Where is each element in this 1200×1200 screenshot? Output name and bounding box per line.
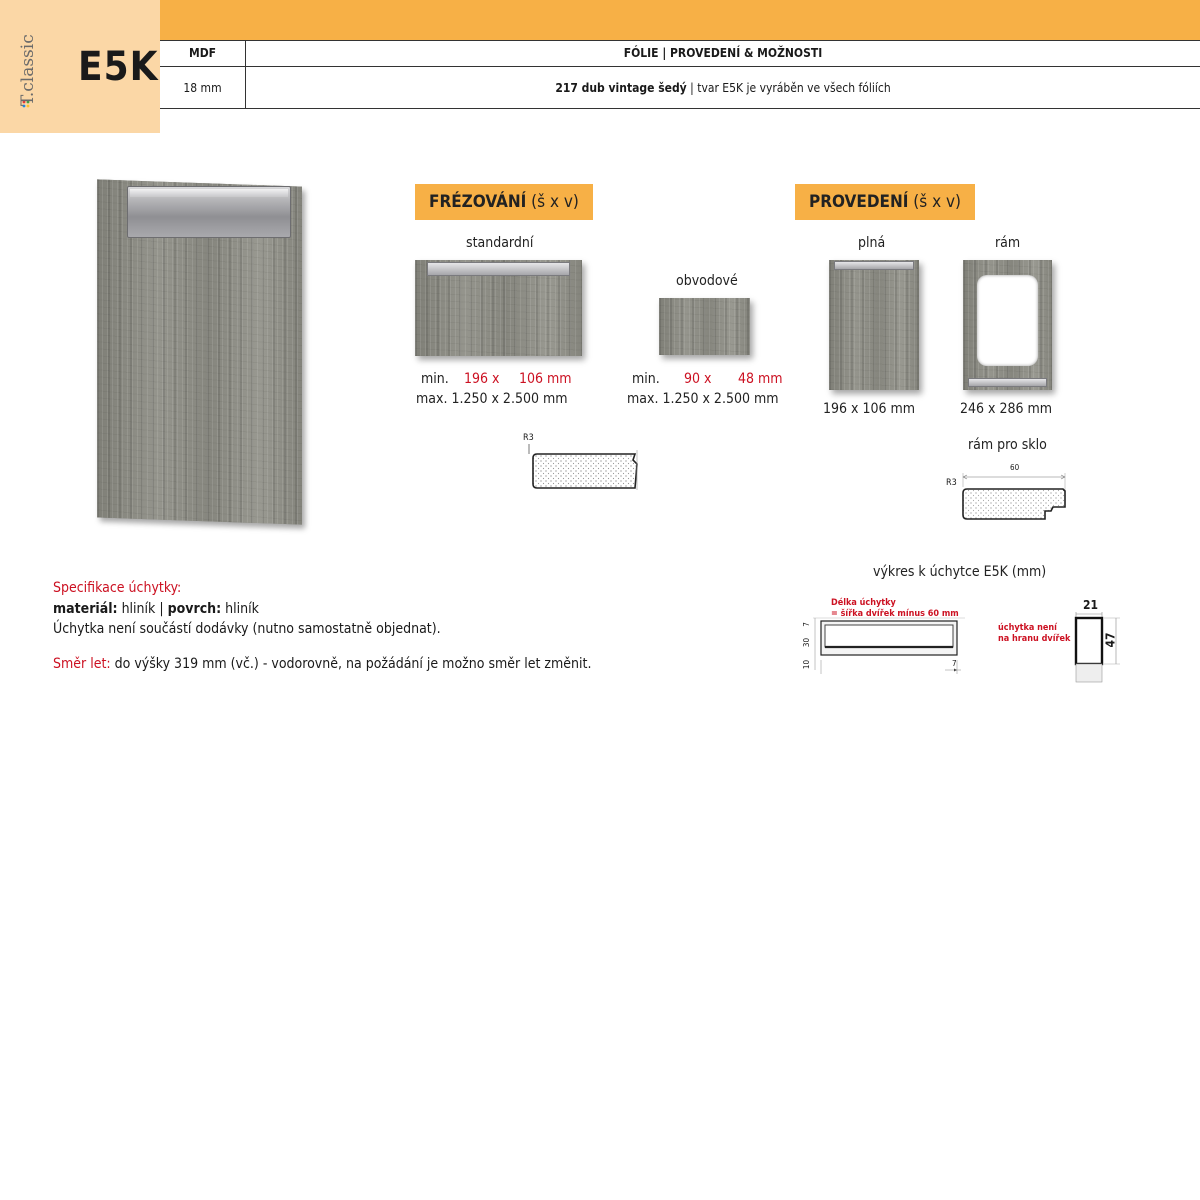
spec-note: Úchytka není součástí dodávky (nutno samostatně objednat). xyxy=(53,621,441,637)
grain-value: do výšky 319 mm (vč.) - vodorovně, na požádání je možno směr let změnit. xyxy=(110,656,592,672)
brand-logo-text: T.classic xyxy=(18,34,38,106)
spec-surface-label: povrch: xyxy=(167,601,222,617)
profile-r3-label: R3 xyxy=(523,433,534,443)
handle-front-drawing xyxy=(805,612,965,676)
frame-sample-opening xyxy=(977,275,1038,366)
standard-label: standardní xyxy=(466,235,534,251)
dim-47: 47 xyxy=(1103,632,1118,648)
frame-sample-handle xyxy=(968,378,1047,387)
perimeter-sample xyxy=(659,298,750,355)
perimeter-min-width: 90 x xyxy=(684,371,712,387)
length-note-1: Délka úchytky xyxy=(831,598,896,608)
milling-tag-title: FRÉZOVÁNÍ xyxy=(429,192,527,212)
design-tag-suffix: (š x v) xyxy=(908,192,962,212)
edge-note-2: na hranu dvířek xyxy=(998,634,1071,644)
glass-frame-label: rám pro sklo xyxy=(968,437,1047,453)
table-head-material: MDF xyxy=(188,46,217,60)
dim-7-top: 7 xyxy=(801,622,811,627)
milling-tag-suffix: (š x v) xyxy=(526,192,579,212)
brand-logo xyxy=(14,30,38,110)
perimeter-label: obvodové xyxy=(676,273,738,289)
dim-21: 21 xyxy=(1083,598,1099,612)
table-line xyxy=(160,66,1200,67)
edge-profile-drawing xyxy=(525,440,645,495)
handle-side-drawing xyxy=(1068,610,1128,685)
frame-label: rám xyxy=(995,235,1021,251)
perimeter-min-height: 48 mm xyxy=(738,371,783,387)
table-cell-thickness: 18 mm xyxy=(183,81,222,95)
standard-min-width: 196 x xyxy=(464,371,500,387)
standard-max: max. 1.250 x 2.500 mm xyxy=(416,391,568,407)
table-line xyxy=(160,40,1200,41)
spec-material-label: materiál: xyxy=(53,601,118,617)
grain-label: Směr let: xyxy=(53,656,111,672)
perimeter-min-label: min. xyxy=(632,371,660,387)
glass-profile-r3-label: R3 xyxy=(946,478,957,488)
design-tag-title: PROVEDENÍ xyxy=(809,192,909,212)
header-bar xyxy=(160,0,1200,40)
table-head-options: FÓLIE | PROVEDENÍ & MOŽNOSTI xyxy=(623,46,823,60)
frame-size: 246 x 286 mm xyxy=(960,401,1053,417)
glass-profile-dim: 60 xyxy=(1010,463,1020,472)
spec-table xyxy=(160,40,1200,109)
full-sample xyxy=(829,260,919,390)
table-line xyxy=(160,108,1200,109)
foil-name: 217 dub vintage šedý xyxy=(555,81,687,95)
design-tag xyxy=(795,184,975,220)
dim-10: 10 xyxy=(802,659,812,670)
dim-30: 30 xyxy=(802,637,812,648)
full-sample-handle xyxy=(834,261,914,270)
table-cell-foil xyxy=(246,81,1200,95)
standard-min-label: min. xyxy=(421,371,449,387)
dim-7-bottom: 7 xyxy=(952,659,957,668)
full-size: 196 x 106 mm xyxy=(823,401,916,417)
glass-frame-profile-drawing xyxy=(955,467,1075,527)
foil-note: | tvar E5K je vyráběn ve všech fóliích xyxy=(686,81,891,95)
drawing-title: výkres k úchytce E5K (mm) xyxy=(873,564,1047,580)
grain-line xyxy=(53,656,591,672)
spec-material-line xyxy=(53,601,259,617)
spec-title: Specifikace úchytky: xyxy=(53,580,182,596)
spec-surface-value: hliník xyxy=(221,601,259,617)
full-label: plná xyxy=(858,235,886,251)
standard-min-height: 106 mm xyxy=(519,371,572,387)
spec-material-value: hliník | xyxy=(117,601,168,617)
standard-sample-handle xyxy=(427,262,570,276)
milling-tag xyxy=(415,184,593,220)
perimeter-max: max. 1.250 x 2.500 mm xyxy=(627,391,779,407)
door-handle-lip xyxy=(130,189,288,197)
product-code: E5K xyxy=(78,44,159,90)
edge-note-1: úchytka není xyxy=(998,623,1057,633)
length-note-2: = šířka dvířek mínus 60 mm xyxy=(831,609,959,619)
